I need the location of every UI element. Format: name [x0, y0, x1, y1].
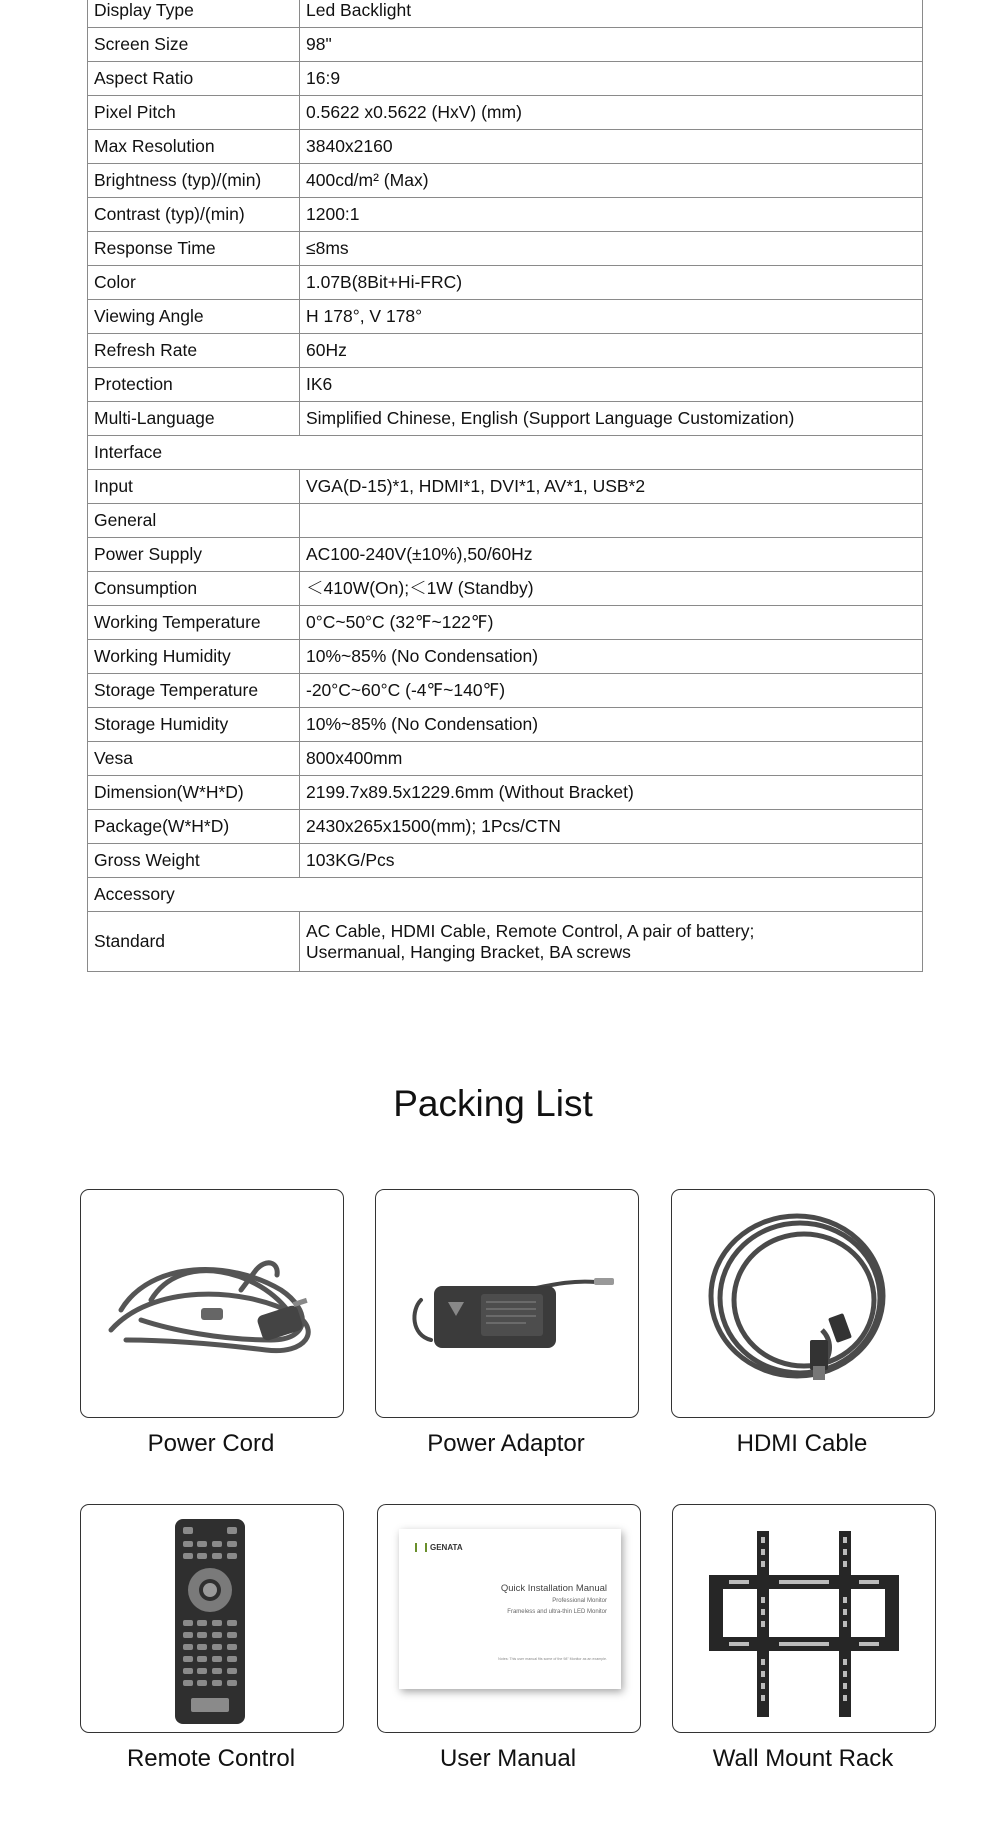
hdmi-cable-icon [672, 1190, 934, 1417]
spec-value: 400cd/m² (Max) [300, 164, 923, 198]
spec-value: 103KG/Pcs [300, 844, 923, 878]
spec-label: Dimension(W*H*D) [88, 776, 300, 810]
table-row [88, 572, 923, 606]
table-row [88, 640, 923, 674]
spec-table [87, 0, 923, 972]
spec-label: Working Temperature [88, 606, 300, 640]
spec-label: General [88, 504, 300, 538]
table-row [88, 0, 923, 28]
spec-value: Simplified Chinese, English (Support Language Customization) [300, 402, 923, 436]
user-manual-card [377, 1504, 641, 1733]
table-row [88, 232, 923, 266]
spec-label: Input [88, 470, 300, 504]
table-row [88, 504, 923, 538]
spec-label: Consumption [88, 572, 300, 606]
spec-value: 98" [300, 28, 923, 62]
genata-logo-icon [415, 1543, 427, 1552]
table-row [88, 776, 923, 810]
spec-label: Viewing Angle [88, 300, 300, 334]
spec-label: Package(W*H*D) [88, 810, 300, 844]
table-row [88, 844, 923, 878]
spec-label: Gross Weight [88, 844, 300, 878]
remote-control-icon [81, 1505, 343, 1732]
spec-label: Color [88, 266, 300, 300]
spec-value [300, 504, 923, 538]
power-adaptor-card [375, 1189, 639, 1418]
table-row [88, 368, 923, 402]
spec-label: Storage Humidity [88, 708, 300, 742]
spec-value: 1200:1 [300, 198, 923, 232]
spec-label: Aspect Ratio [88, 62, 300, 96]
spec-value: 0°C~50°C (32℉~122℉) [300, 606, 923, 640]
power-adaptor-caption: Power Adaptor [427, 1430, 585, 1457]
spec-label: Multi-Language [88, 402, 300, 436]
spec-label: Protection [88, 368, 300, 402]
spec-value: 0.5622 x0.5622 (HxV) (mm) [300, 96, 923, 130]
table-row [88, 538, 923, 572]
manual-brand: GENATA [430, 1543, 463, 1552]
section-heading: Interface [88, 436, 923, 470]
spec-label: Max Resolution [88, 130, 300, 164]
spec-label: Display Type [88, 0, 300, 28]
spec-value: 10%~85% (No Condensation) [300, 708, 923, 742]
spec-label: Refresh Rate [88, 334, 300, 368]
table-row [88, 300, 923, 334]
spec-value-line: AC Cable, HDMI Cable, Remote Control, A pair of battery; [306, 920, 755, 941]
spec-value: IK6 [300, 368, 923, 402]
spec-value: VGA(D-15)*1, HDMI*1, DVI*1, AV*1, USB*2 [300, 470, 923, 504]
spec-label: Storage Temperature [88, 674, 300, 708]
spec-label: Screen Size [88, 28, 300, 62]
user-manual-logo [415, 1543, 463, 1552]
spec-label: Power Supply [88, 538, 300, 572]
table-row [88, 606, 923, 640]
spec-label: Working Humidity [88, 640, 300, 674]
power-cord-icon [81, 1190, 343, 1417]
spec-value: 800x400mm [300, 742, 923, 776]
section-heading: Accessory [88, 878, 923, 912]
spec-value: 3840x2160 [300, 130, 923, 164]
spec-value: 60Hz [300, 334, 923, 368]
spec-label: Vesa [88, 742, 300, 776]
spec-value: H 178°, V 178° [300, 300, 923, 334]
table-row [88, 130, 923, 164]
spec-value-line: Usermanual, Hanging Bracket, BA screws [306, 941, 631, 962]
table-row [88, 28, 923, 62]
power-cord-card [80, 1189, 344, 1418]
spec-value: 1.07B(8Bit+Hi-FRC) [300, 266, 923, 300]
spec-value: 10%~85% (No Condensation) [300, 640, 923, 674]
manual-line-1: Professional Monitor [552, 1598, 607, 1604]
table-row [88, 266, 923, 300]
user-manual-cover [399, 1529, 621, 1689]
table-row [88, 198, 923, 232]
table-row [88, 742, 923, 776]
spec-label: Brightness (typ)/(min) [88, 164, 300, 198]
wall-mount-rack-icon [673, 1505, 935, 1732]
power-cord-caption: Power Cord [147, 1430, 275, 1457]
table-row [88, 96, 923, 130]
table-row [88, 164, 923, 198]
spec-label: Contrast (typ)/(min) [88, 198, 300, 232]
spec-value: -20°C~60°C (-4℉~140℉) [300, 674, 923, 708]
hdmi-cable-card [671, 1189, 935, 1418]
table-row [88, 62, 923, 96]
spec-value: 2199.7x89.5x1229.6mm (Without Bracket) [300, 776, 923, 810]
table-row [88, 470, 923, 504]
spec-label: Response Time [88, 232, 300, 266]
spec-value [300, 912, 923, 972]
table-row [88, 674, 923, 708]
remote-control-caption: Remote Control [126, 1745, 296, 1772]
manual-title: Quick Installation Manual [500, 1583, 607, 1594]
spec-value: 2430x265x1500(mm); 1Pcs/CTN [300, 810, 923, 844]
spec-label: Standard [88, 912, 300, 972]
spec-value: AC100-240V(±10%),50/60Hz [300, 538, 923, 572]
spec-value: Led Backlight [300, 0, 923, 28]
remote-control-card [80, 1504, 344, 1733]
section-row-accessory [88, 878, 923, 912]
spec-value: ≤8ms [300, 232, 923, 266]
table-row [88, 708, 923, 742]
user-manual-caption: User Manual [439, 1745, 577, 1772]
wall-mount-rack-caption: Wall Mount Rack [712, 1745, 894, 1772]
packing-list-title: Packing List [393, 1083, 593, 1124]
table-row [88, 402, 923, 436]
manual-line-2: Frameless and ultra-thin LED Monitor [507, 1609, 607, 1615]
section-row-interface [88, 436, 923, 470]
wall-mount-rack-card [672, 1504, 936, 1733]
spec-label: Pixel Pitch [88, 96, 300, 130]
table-row [88, 810, 923, 844]
spec-value: ＜410W(On);＜1W (Standby) [300, 572, 923, 606]
table-row [88, 912, 923, 972]
power-adaptor-icon [376, 1190, 638, 1417]
table-row [88, 334, 923, 368]
hdmi-cable-caption: HDMI Cable [736, 1430, 868, 1457]
spec-value: 16:9 [300, 62, 923, 96]
manual-note: Notes: This user manual fits some of the 98" Monitor as an example. [498, 1657, 607, 1661]
